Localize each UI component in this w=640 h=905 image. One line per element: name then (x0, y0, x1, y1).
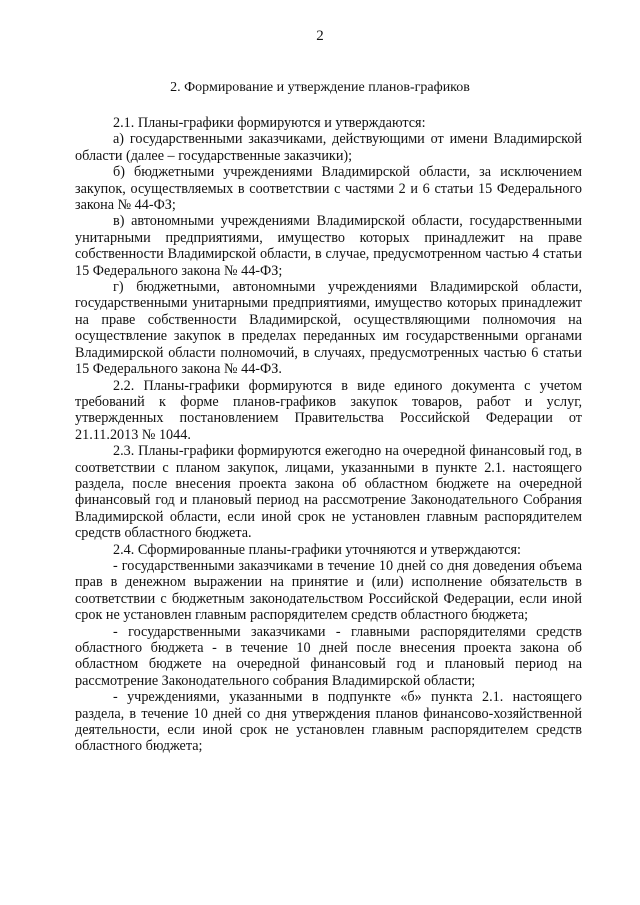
page-number: 2 (316, 28, 324, 44)
section-title: 2. Формирование и утверждение планов-графиков (170, 80, 470, 95)
paragraph-2-4-item-3: - учреждениями, указанными в подпункте «б» пункта 2.1. настоящего раздела, в течение 10 дней со дня утверждения планов финансово-хозяйственной деятельности, если иной срок не установлен главным распорядителем средств областного бюджета; (75, 689, 582, 755)
paragraph-2-1-v: в) автономными учреждениями Владимирской области, государственными унитарными предприятиями, имущество которых принадлежит на праве собственности Владимирской области, в случае, предусмотренном частью 4 статьи 15 Федерального закона № 44-ФЗ; (75, 213, 582, 279)
paragraph-2-1-g: г) бюджетными, автономными учреждениями Владимирской области, государственными унитарными предприятиями, имущество которых принадлежит на праве собственности Владимирской, осуществляющими полномочия на осуществление закупок в пределах переданных им государственными органами Владимирской области полномочий, в случаях, предусмотренных частью 6 статьи 15 Федерального закона № 44-ФЗ. (75, 279, 582, 378)
paragraph-2-1-a: а) государственными заказчиками, действующими от имени Владимирской области (далее – государственные заказчики); (75, 131, 582, 164)
paragraph-2-4-item-1: - государственными заказчиками в течение 10 дней со дня доведения объема прав в денежном выражении на принятие и (или) исполнение обязательств в соответствии с бюджетным законодательством Российской Федерации, если иной срок не установлен главным распорядителем средств областного бюджета; (75, 557, 582, 624)
paragraph-2-3: 2.3. Планы-графики формируются ежегодно на очередной финансовый год, в соответствии с планом закупок, лицами, указанными в пункте 2.1. настоящего раздела, после внесения проекта закона об областном бюджете на очередной финансовый год и плановый период на рассмотрение Законодательного Собрания Владимирской области, если иной срок не установлен главным распорядителем средств областного бюджета. (75, 443, 582, 542)
paragraph-2-1: 2.1. Планы-графики формируются и утверждаются: (113, 115, 426, 131)
paragraph-2-2: 2.2. Планы-графики формируются в виде единого документа с учетом требований к форме планов-графиков закупок товаров, работ и услуг, утвержденных постановлением Правительства Российской Федерации от 21.11.2013 № 1044. (75, 377, 582, 443)
paragraph-2-4-item-2: - государственными заказчиками - главными распорядителями средств областного бюджета - в течение 10 дней после внесения проекта закона об областном бюджете на очередной финансовый год и плановый период на рассмотрение Законодательного собрания Владимирской области; (75, 623, 582, 689)
body-text (75, 115, 582, 755)
paragraph-2-4: 2.4. Сформированные планы-графики уточняются и утверждаются: (113, 541, 521, 558)
paragraph-2-1-b: б) бюджетными учреждениями Владимирской области, за исключением закупок, осуществляемых в соответствии с частями 2 и 6 статьи 15 Федерального закона № 44-ФЗ; (75, 164, 582, 214)
